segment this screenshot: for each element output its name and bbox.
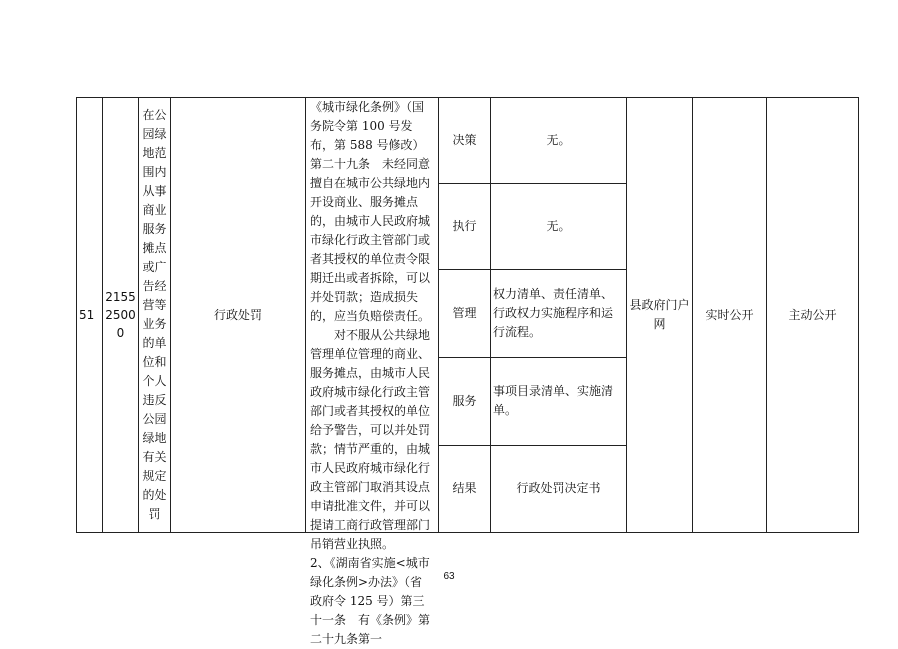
- item-category: 行政处罚: [213, 307, 262, 322]
- item-name-cell: [139, 98, 171, 533]
- stage-name: 结果: [452, 481, 477, 496]
- publish-time: 实时公开: [705, 307, 754, 322]
- item-code: 215525000: [105, 290, 136, 340]
- item-code-cell: [103, 98, 139, 533]
- stage-name: 决策: [452, 133, 477, 148]
- stage-name: 执行: [452, 219, 477, 234]
- publish-method: 主动公开: [788, 307, 837, 322]
- stage-name: 管理: [452, 305, 477, 320]
- publish-channel-cell: [627, 98, 693, 533]
- stage-name-cell: [439, 270, 491, 357]
- stage-name: 服务: [452, 393, 477, 408]
- stage-content-cell: [491, 445, 627, 532]
- page-number: 63: [443, 571, 455, 582]
- basis-cell: [306, 98, 439, 646]
- basis-paragraph-1: 《城市绿化条例》（国务院令第 100 号发布，第 588 号修改）第二十九条 未经同意擅自在城市公共绿地内开设商业、服务摊点的，由城市人民政府城市绿化行政主管部门或者其授权的单位责令限期迁出或者拆除，可以并处罚款；造成损失的，应当负赔偿责任。: [310, 100, 431, 323]
- publish-time-cell: [693, 98, 767, 533]
- stage-content: 行政处罚决定书: [516, 481, 601, 496]
- stage-name-cell: [439, 98, 491, 184]
- stage-content-cell: [491, 270, 627, 357]
- row-number: 51: [79, 307, 95, 322]
- table-row: [77, 98, 859, 184]
- basis-paragraph-3: 2、《湖南省实施<城市绿化条例>办法》（省政府令 125 号）第三十一条 有《条例》第二十九条第一: [310, 556, 431, 646]
- publish-method-cell: [767, 98, 859, 533]
- stage-content-cell: [491, 357, 627, 445]
- stage-content-cell: [491, 98, 627, 184]
- stage-content: 权力清单、责任清单、行政权力实施程序和运行流程。: [493, 286, 614, 339]
- stage-content: 无。: [546, 219, 571, 234]
- category-cell: [171, 98, 306, 533]
- item-name: 在公园绿地范围内从事商业服务摊点或广告经营等业务的单位和个人违反公园绿地有关规定的处罚: [142, 108, 167, 521]
- stage-name-cell: [439, 184, 491, 270]
- stage-name-cell: [439, 445, 491, 532]
- basis-paragraph-2: 对不服从公共绿地管理单位管理的商业、服务摊点，由城市人民政府城市绿化行政主管部门或者其授权的单位给予警告，可以并处罚款；情节严重的，由城市人民政府城市绿化行政主管部门取消其设点申请批准文件，并可以提请工商行政管理部门吊销营业执照。: [310, 328, 431, 551]
- stage-content: 事项目录清单、实施清单。: [493, 384, 614, 418]
- publish-channel: 县政府门户网: [629, 298, 690, 331]
- row-number-cell: [77, 98, 103, 533]
- stage-name-cell: [439, 357, 491, 445]
- stage-content-cell: [491, 184, 627, 270]
- legal-basis: [306, 98, 438, 646]
- stage-content: 无。: [546, 133, 571, 148]
